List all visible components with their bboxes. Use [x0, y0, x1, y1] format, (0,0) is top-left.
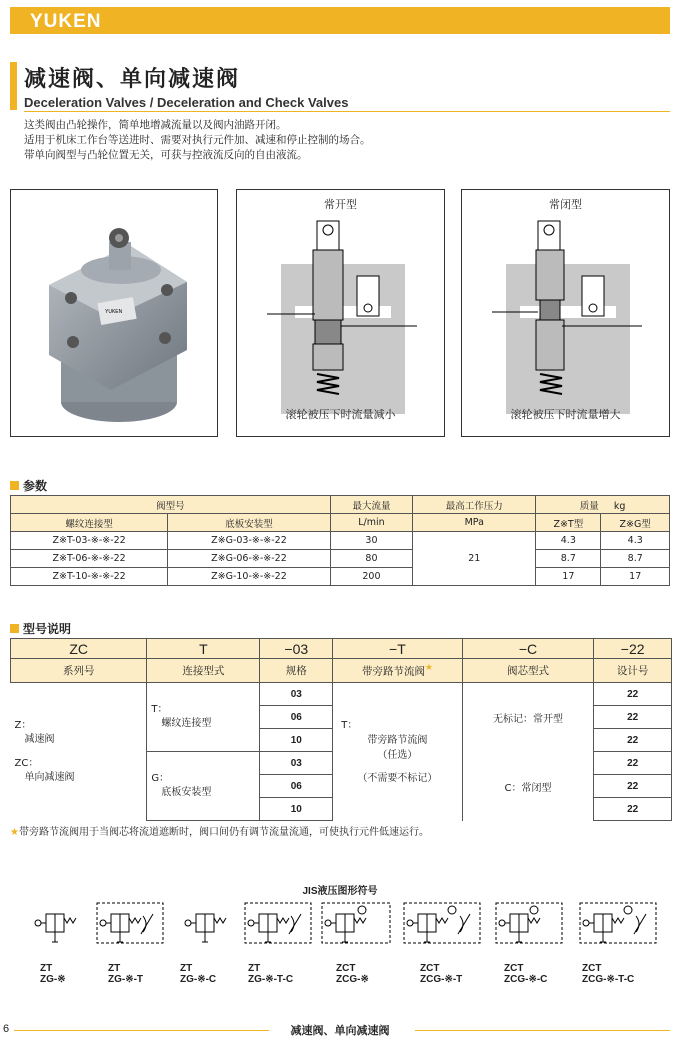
jis-symbol	[402, 900, 482, 950]
title-divider	[24, 111, 670, 112]
photo-nameplate: YUKEN	[105, 309, 123, 315]
jis-label-line: ZCG-※	[336, 974, 369, 985]
col-thread: 螺纹连接型	[11, 514, 168, 532]
jis-symbol-label	[420, 963, 462, 985]
jis-label-line: ZG-※-T-C	[248, 974, 294, 985]
jis-label-line: ZG-※-T	[108, 974, 144, 985]
normally-open-diagram-box	[236, 189, 445, 437]
title-accent	[10, 62, 17, 110]
col-model: 阀型号	[11, 496, 331, 514]
footer-rule-right	[415, 1030, 670, 1031]
jis-symbol	[494, 900, 564, 950]
valve-photo	[11, 190, 217, 436]
table-row: Z※T-10-※-※-22 Z※G-10-※-※-22 200 17 17	[11, 568, 670, 586]
footer-title: 减速阀、单向减速阀	[290, 1024, 390, 1037]
nc-caption: 滚轮被压下时流量减小	[285, 408, 396, 421]
nc-title: 常开型	[324, 198, 357, 211]
conn-sub-cell: G： 底板安装型	[147, 752, 260, 821]
normally-closed-diagram-box	[461, 189, 670, 437]
no-caption: 滚轮被压下时流量增大	[510, 408, 621, 421]
pressure-value: 21	[413, 532, 536, 586]
jis-symbol-label	[108, 963, 143, 985]
col-pressure-unit: MPa	[413, 514, 536, 532]
jis-label-line: ZT	[180, 963, 193, 974]
jis-symbol-label	[336, 963, 369, 985]
jis-title: JIS液压图形符号	[302, 886, 378, 897]
conn-thread-cell: T： 螺纹连接型	[147, 683, 260, 752]
jis-symbol	[95, 900, 165, 950]
col-mass-g: Z※G型	[601, 514, 670, 532]
model-heading	[10, 620, 71, 637]
jis-label-line: ZT	[40, 963, 53, 974]
page-number: 6	[3, 1023, 10, 1035]
jis-symbol	[30, 900, 80, 950]
jis-symbol-label	[248, 963, 293, 985]
footnote-text: 带旁路节流阀用于当阀芯将流道遮断时，阀口间仍有调节流量流通，可使执行元件低速运行。	[18, 827, 429, 838]
jis-label-line: ZCT	[336, 963, 356, 974]
col-flow: 最大流量	[330, 496, 413, 514]
brand-logo: YUKEN	[30, 11, 102, 32]
star-mark: ★	[424, 662, 433, 673]
jis-label-line: ZCT	[504, 963, 524, 974]
page-subtitle: Deceleration Valves / Deceleration and Check Valves	[24, 95, 349, 110]
params-heading-text: 参数	[23, 479, 48, 493]
col-subplate: 底板安装型	[168, 514, 330, 532]
header-bar	[10, 7, 670, 34]
spool-open-cell: 无标记：常开型	[492, 713, 563, 725]
jis-label-line: ZCG-※-C	[504, 974, 548, 985]
jis-symbol-label	[504, 963, 547, 985]
footnote	[10, 823, 429, 838]
star-mark: ★	[10, 827, 19, 838]
normally-open-diagram	[237, 216, 444, 416]
col-mass: 质量 kg	[536, 496, 670, 514]
page-title: 减速阀、单向减速阀	[24, 67, 241, 92]
jis-symbol-label	[180, 963, 216, 985]
intro-line: 这类阀由凸轮操作，简单地增减流量以及阀内油路开闭。	[24, 119, 287, 131]
jis-symbol	[578, 900, 658, 950]
params-heading	[10, 477, 47, 494]
jis-label-line: ZCT	[582, 963, 602, 974]
normally-closed-diagram	[462, 216, 669, 416]
jis-symbol-label	[582, 963, 634, 985]
jis-label-line: ZG-※	[40, 974, 66, 985]
intro-text	[24, 118, 371, 163]
table-row: Z※T-03-※-※-22 Z※G-03-※-※-22 30 21 4.3 4.3	[11, 532, 670, 550]
model-code-table: ZC T −03 −T −C −22 系列号 连接型式 规格 带旁路节流阀★ 阀芯型式 设计号 Z： 减速阀 ZC： 单向减速阀 T： 螺纹连接型 03 T： 带旁路节流阀 （任选） （不需要不标记） 无标记：常开型 22 06 22 10 22 G： 底板安装型 03 C：常闭型 22 06 22 10 22	[10, 638, 672, 821]
jis-label-line: ZCT	[420, 963, 440, 974]
jis-symbol	[243, 900, 313, 950]
series-cell: Z： 减速阀 ZC： 单向减速阀	[14, 719, 75, 783]
col-pressure: 最高工作压力	[413, 496, 536, 514]
product-photo-box	[10, 189, 218, 437]
section-marker	[10, 481, 19, 490]
table-row: Z※T-06-※-※-22 Z※G-06-※-※-22 80 8.7 8.7	[11, 550, 670, 568]
section-marker	[10, 624, 19, 633]
jis-label-line: ZT	[108, 963, 121, 974]
params-table	[10, 495, 670, 586]
jis-symbol	[320, 900, 392, 950]
intro-line: 适用于机床工作台等送进时、需要对执行元件加、减速和停止控制的场合。	[24, 134, 371, 146]
intro-line: 带单向阀型与凸轮位置无关，可获与控液流反向的自由液流。	[24, 149, 308, 161]
jis-label-line: ZCG-※-T-C	[582, 974, 635, 985]
model-heading-text: 型号说明	[23, 622, 72, 636]
model-name-row: 系列号 连接型式 规格 带旁路节流阀★ 阀芯型式 设计号	[11, 659, 672, 683]
model-code-row: ZC T −03 −T −C −22	[11, 639, 672, 659]
jis-symbol	[180, 900, 230, 950]
bypass-cell: T： 带旁路节流阀 （任选） （不需要不标记）	[333, 683, 462, 821]
jis-label-line: ZCG-※-T	[420, 974, 463, 985]
jis-label-line: ZT	[248, 963, 261, 974]
col-mass-t: Z※T型	[536, 514, 601, 532]
no-title: 常闭型	[549, 198, 582, 211]
spool-closed-cell: C：常闭型	[504, 782, 552, 794]
jis-symbol-label	[40, 963, 66, 985]
col-flow-unit: L/min	[330, 514, 413, 532]
jis-label-line: ZG-※-C	[180, 974, 217, 985]
